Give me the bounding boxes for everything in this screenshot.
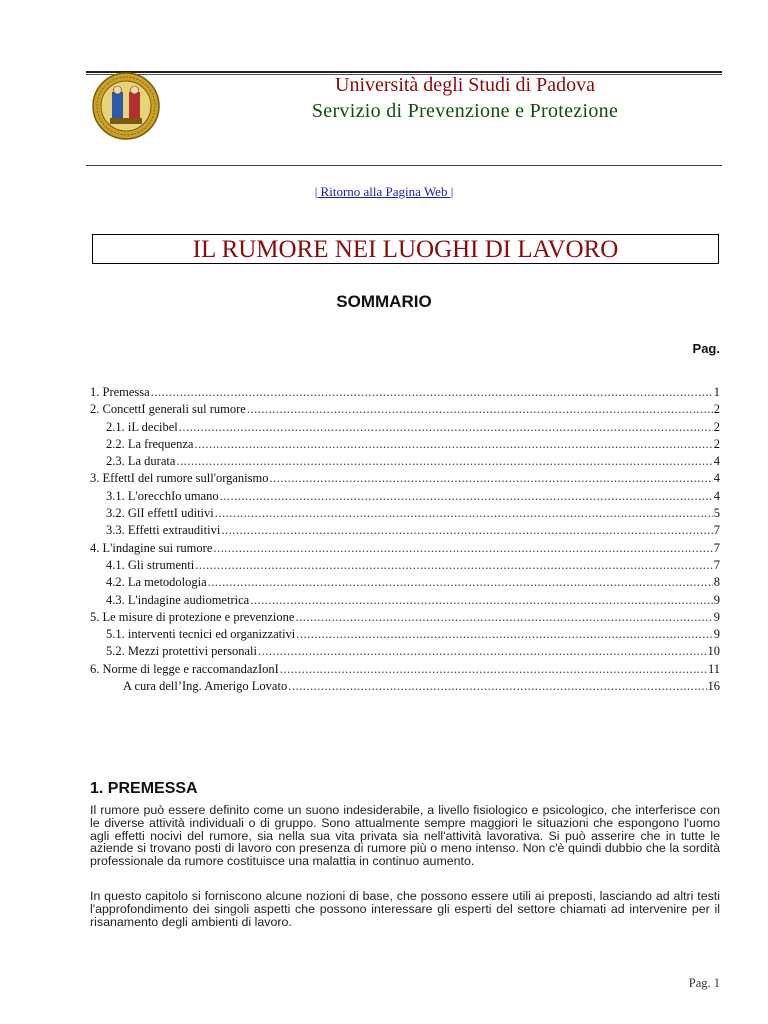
toc-entry-label: 2. ConcettI generali sul rumore <box>90 402 246 417</box>
return-link-text: | Ritorno alla Pagina Web | <box>314 184 454 199</box>
toc-entry-label: 6. Norme di legge e raccomandazIonI <box>90 661 279 676</box>
page-number: Pag. 1 <box>688 976 720 990</box>
section-paragraph-1: Il rumore può essere definito come un suono indesiderabile, a livello fisiologico e psicologico, che interferisce con le diverse attività individuali o di gruppo. Sono attualmente sempre maggiori le situazioni che espongono l'uomo agli effetti nocivi del rumore, sia nella sua vita privata sia nell'attività lavorativa. Si può asserire che in tutte le aziende si trovano posti di lavoro con presenza di rumore più o meno intenso. Non c'è quindi dubbio che la sordità professionale da rumore costituisce una malattia in continuo aumento. <box>90 803 720 869</box>
toc-entry-page: 5 <box>713 506 720 521</box>
toc-entry-label: 5.2. Mezzi protettivi personali <box>106 644 258 659</box>
header-top-rule <box>86 71 722 73</box>
toc-entry-label: 3.3. Effetti extrauditivi <box>106 523 221 538</box>
toc-entry-page: 10 <box>707 644 720 659</box>
page-column-label: Pag. <box>692 341 720 356</box>
toc-entry-page: 4 <box>713 454 720 469</box>
toc-entry-page: 7 <box>713 540 720 555</box>
toc-leader-dots <box>195 558 713 573</box>
toc-entry-page: 7 <box>713 557 720 572</box>
toc-entry-label: A cura dell’Ing. Amerigo Lovato <box>123 679 288 694</box>
toc-entry-label: 2.2. La frequenza <box>106 436 194 451</box>
toc-entry-label: 3.1. L'orecchIo umano <box>106 488 219 503</box>
university-name: Università degli Studi di Padova <box>335 74 595 96</box>
toc-entry[interactable] <box>90 523 720 540</box>
toc-leader-dots <box>247 402 713 417</box>
toc-entry-label: 4.1. Gli strumenti <box>106 557 195 572</box>
toc-entry-page: 4 <box>713 488 720 503</box>
return-to-web-page-link[interactable] <box>0 184 768 200</box>
toc-entry-label: 5.1. interventi tecnici ed organizzativi <box>106 627 296 642</box>
toc-entry-label: 2.1. iL decibel <box>106 419 178 434</box>
toc-leader-dots <box>176 454 712 469</box>
table-of-contents <box>90 385 720 696</box>
toc-entry-page: 16 <box>707 679 720 694</box>
toc-entry[interactable] <box>90 506 720 523</box>
toc-entry-page: 9 <box>713 627 720 642</box>
toc-leader-dots <box>213 541 712 556</box>
toc-entry[interactable] <box>90 454 720 471</box>
university-seal-icon <box>92 72 160 140</box>
toc-leader-dots <box>151 385 713 400</box>
toc-entry[interactable] <box>90 541 720 558</box>
toc-entry-page: 4 <box>713 471 720 486</box>
toc-entry[interactable] <box>90 575 720 592</box>
toc-leader-dots <box>221 523 712 538</box>
toc-entry[interactable] <box>90 489 720 506</box>
toc-leader-dots <box>194 437 712 452</box>
toc-entry-page: 2 <box>713 402 720 417</box>
toc-entry[interactable] <box>90 471 720 488</box>
toc-entry[interactable] <box>90 679 720 696</box>
toc-leader-dots <box>215 506 713 521</box>
toc-leader-dots <box>296 627 712 642</box>
toc-leader-dots <box>179 420 713 435</box>
service-name: Servizio di Prevenzione e Protezione <box>311 100 619 122</box>
toc-entry-page: 2 <box>713 436 720 451</box>
section-paragraph-2: In questo capitolo si forniscono alcune nozioni di base, che possono essere utili ai preposti, lasciando ad altri testi l'approfondimento dei singoli aspetti che possono interessare gli esperti del settore chiamati ad intervenire per il risanamento degli ambienti di lavoro. <box>90 889 720 929</box>
toc-leader-dots <box>250 593 713 608</box>
toc-entry-page: 9 <box>713 592 720 607</box>
toc-entry[interactable] <box>90 662 720 679</box>
toc-entry-page: 2 <box>713 419 720 434</box>
toc-entry[interactable] <box>90 385 720 402</box>
toc-entry-label: 1. Premessa <box>90 385 150 399</box>
toc-entry-label: 4.3. L'indagine audiometrica <box>106 592 250 607</box>
toc-entry-label: 4.2. La metodologia <box>106 575 207 590</box>
toc-entry-label: 3.2. GlI effettI uditivi <box>106 506 214 521</box>
toc-entry[interactable] <box>90 558 720 575</box>
toc-leader-dots <box>220 489 713 504</box>
toc-entry-label: 2.3. La durata <box>106 454 176 469</box>
toc-entry-page: 9 <box>713 609 720 624</box>
document-title: IL RUMORE NEI LUOGHI DI LAVORO <box>92 234 719 264</box>
toc-entry-page: 8 <box>713 575 720 590</box>
summary-heading: SOMMARIO <box>336 292 432 311</box>
toc-leader-dots <box>288 679 706 694</box>
toc-entry-label: 4. L'indagine sui rumore <box>90 540 213 555</box>
section-heading: 1. PREMESSA <box>90 780 198 797</box>
toc-entry[interactable] <box>90 593 720 610</box>
toc-entry-label: 5. Le misure di protezione e prevenzione <box>90 609 295 624</box>
toc-entry-page: 7 <box>713 523 720 538</box>
toc-entry[interactable] <box>90 437 720 454</box>
toc-leader-dots <box>258 644 706 659</box>
toc-entry-label: 3. EffettI del rumore sull'organismo <box>90 471 269 486</box>
toc-entry[interactable] <box>90 627 720 644</box>
toc-leader-dots <box>295 610 712 625</box>
toc-leader-dots <box>280 662 707 677</box>
toc-entry-page: 11 <box>707 661 720 676</box>
toc-leader-dots <box>270 471 713 486</box>
toc-entry[interactable] <box>90 420 720 437</box>
toc-entry[interactable] <box>90 402 720 419</box>
toc-entry-page: 1 <box>713 385 720 399</box>
toc-entry[interactable] <box>90 610 720 627</box>
toc-entry[interactable] <box>90 644 720 661</box>
header-bottom-rule <box>86 165 722 166</box>
toc-leader-dots <box>208 575 713 590</box>
